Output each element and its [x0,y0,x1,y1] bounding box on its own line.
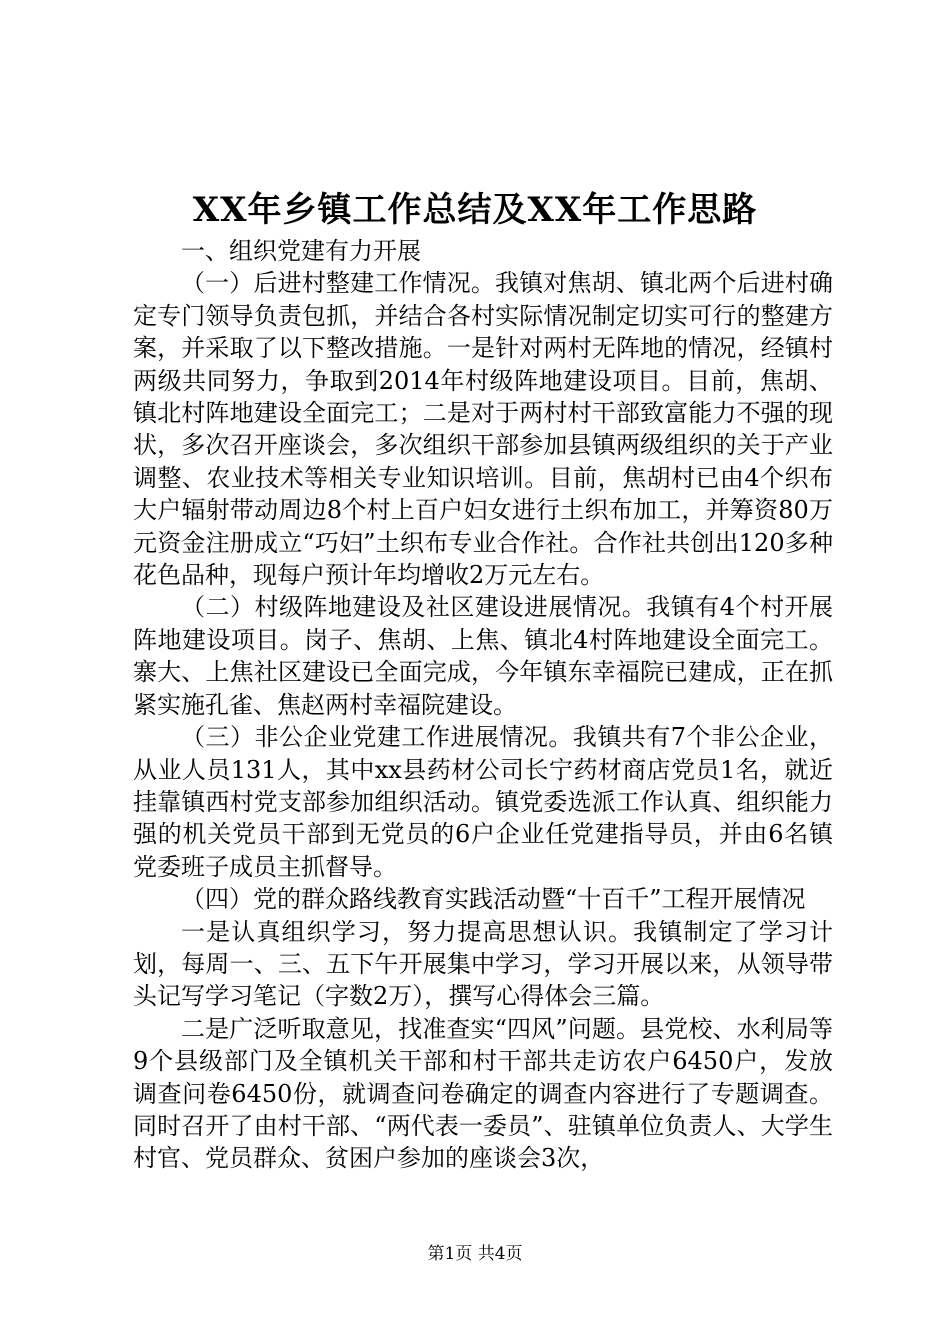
section-heading: 一、组织党建有力开展 [181,237,421,265]
document-body [133,235,833,1175]
paragraph: （四）党的群众路线教育实践活动暨“十百千”工程开展情况 [181,885,806,914]
page-number-footer: 第1页 共4页 [427,1244,523,1264]
paragraph: （三）非公企业党建工作进展情况。我镇共有7个非公企业，从业人员131人，其中xx县药材公司长宁药材商店党员1名，就近挂靠镇西村党支部参加组织活动。镇党委选派工作认真、组织能力强的机关党员干部到无党员的6户企业任党建指导员，并由6名镇党委班子成员主抓督导。 [133,723,833,881]
paragraph: （一）后进村整建工作情况。我镇对焦胡、镇北两个后进村确定专门领导负责包抓，并结合各村实际情况制定切实可行的整建方案，并采取了以下整改措施。一是针对两村无阵地的情况，经镇村两级共同努力，争取到2014年村级阵地建设项目。目前，焦胡、镇北村阵地建设全面完工；二是对于两村村干部致富能力不强的现状，多次召开座谈会，多次组织干部参加县镇两级组织的关于产业调整、农业技术等相关专业知识培训。目前，焦胡村已由4个织布大户辐射带动周边8个村上百户妇女进行土织布加工，并筹资80万元资金注册成立“巧妇”土织布专业合作社。合作社共创出120多种花色品种，现每户预计年均增收2万元左右。 [133,269,833,590]
paragraph: 二是广泛听取意见，找准查实“四风”问题。县党校、水利局等9个县级部门及全镇机关干部和村干部共走访农户6450户，发放调查问卷6450份，就调查问卷确定的调查内容进行了专题调查。同时召开了由村干部、“两代表一委员”、驻镇单位负责人、大学生村官、党员群众、贫困户参加的座谈会3次， [133,1014,833,1173]
paragraph: 一是认真组织学习，努力提高思想认识。我镇制定了学习计划，每周一、三、五下午开展集中学习，学习开展以来，从领导带头记写学习笔记（字数2万），撰写心得体会三篇。 [133,917,833,1011]
paragraph: （二）村级阵地建设及社区建设进展情况。我镇有4个村开展阵地建设项目。岗子、焦胡、上焦、镇北4村阵地建设全面完工。寨大、上焦社区建设已全面完成，今年镇东幸福院已建成，正在抓紧实施孔雀、焦赵两村幸福院建设。 [133,593,833,719]
document-title: XX年乡镇工作总结及XX年工作思路 [192,190,758,230]
